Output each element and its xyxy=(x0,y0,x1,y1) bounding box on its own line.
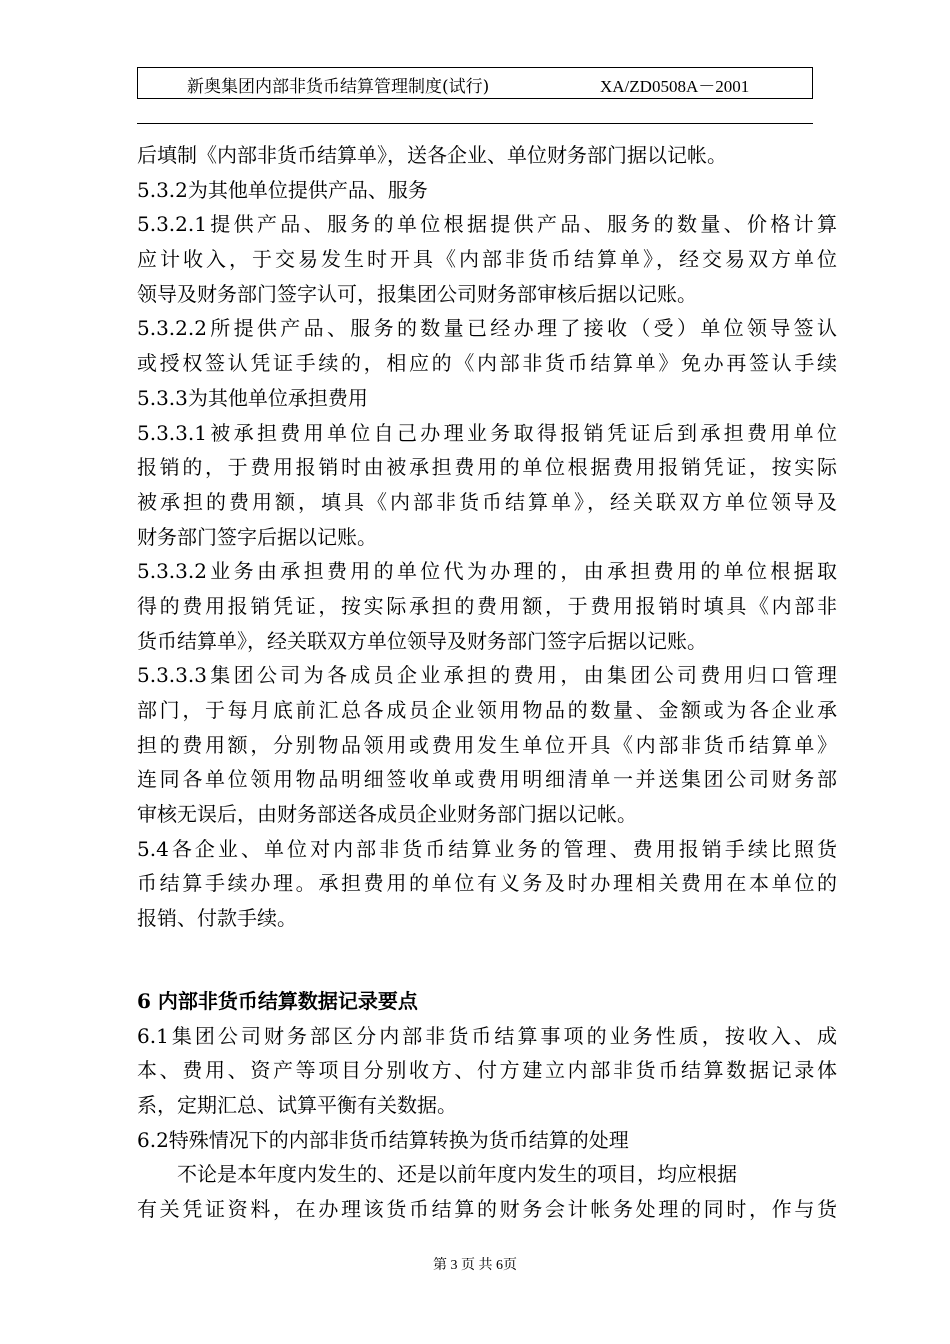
paragraph-line: 5.3.3.2业务由承担费用的单位代为办理的，由承担费用的单位根据取 xyxy=(137,559,837,584)
paragraph-line: 部门，于每月底前汇总各成员企业领用物品的数量、金额或为各企业承 xyxy=(137,698,837,722)
paragraph-line: 或授权签认凭证手续的，相应的《内部非货币结算单》免办再签认手续 xyxy=(137,351,837,376)
paragraph-line: 审核无误后，由财务部送各成员企业财务部门据以记帐。 xyxy=(137,802,637,827)
paragraph-line: 5.3.2.1提供产品、服务的单位根据提供产品、服务的数量、价格计算 xyxy=(137,212,837,237)
paragraph-line: 本、费用、资产等项目分别收方、付方建立内部非货币结算数据记录体 xyxy=(137,1058,837,1083)
section-heading-6: 6 内部非货币结算数据记录要点 xyxy=(137,988,418,1013)
paragraph-line: 得的费用报销凭证，按实际承担的费用额，于费用报销时填具《内部非 xyxy=(137,593,837,618)
paragraph-line: 5.3.2.2所提供产品、服务的数量已经办理了接收（受）单位领导签认 xyxy=(137,316,837,341)
page-number: 第 3 页 共 6页 xyxy=(433,1258,517,1273)
paragraph-line: 财务部门签字后据以记账。 xyxy=(137,524,377,549)
document-code: XA/ZD0508A－2001 xyxy=(600,77,750,96)
paragraph-line: 5.3.3.1被承担费用单位自己办理业务取得报销凭证后到承担费用单位 xyxy=(137,420,837,445)
paragraph-line: 货币结算单》，经关联双方单位领导及财务部门签字后据以记账。 xyxy=(137,628,707,653)
document-body xyxy=(137,138,837,1227)
paragraph-line: 后填制《内部非货币结算单》，送各企业、单位财务部门据以记帐。 xyxy=(137,143,727,167)
paragraph-line: 币结算手续办理。承担费用的单位有义务及时办理相关费用在本单位的 xyxy=(137,871,837,896)
paragraph-line: 领导及财务部门签字认可，报集团公司财务部审核后据以记账。 xyxy=(137,281,697,306)
paragraph-line: 不论是本年度内发生的、还是以前年度内发生的项目，均应根据 xyxy=(177,1162,737,1187)
paragraph-line: 5.3.3.3集团公司为各成员企业承担的费用，由集团公司费用归口管理 xyxy=(137,663,837,688)
section-heading-5-3-3: 5.3.3为其他单位承担费用 xyxy=(137,385,368,410)
paragraph-line: 系，定期汇总、试算平衡有关数据。 xyxy=(137,1092,457,1117)
document-header xyxy=(137,67,813,99)
paragraph-line: 报销的，于费用报销时由被承担费用的单位根据费用报销凭证，按实际 xyxy=(137,455,837,480)
section-spacer xyxy=(137,936,837,984)
paragraph-line: 担的费用额，分别物品领用或费用发生单位开具《内部非货币结算单》 xyxy=(137,732,837,757)
section-heading-6-2: 6.2特殊情况下的内部非货币结算转换为货币结算的处理 xyxy=(137,1127,629,1152)
paragraph-line: 有关凭证资料，在办理该货币结算的财务会计帐务处理的同时，作与货 xyxy=(137,1196,837,1221)
paragraph-line: 报销、付款手续。 xyxy=(137,906,297,931)
paragraph-line: 5.4各企业、单位对内部非货币结算业务的管理、费用报销手续比照货 xyxy=(137,836,837,861)
paragraph-line: 应计收入，于交易发生时开具《内部非货币结算单》，经交易双方单位 xyxy=(137,247,837,272)
paragraph-line: 被承担的费用额，填具《内部非货币结算单》，经关联双方单位领导及 xyxy=(137,489,837,514)
paragraph-line: 连同各单位领用物品明细签收单或费用明细清单一并送集团公司财务部 xyxy=(137,767,837,792)
header-divider xyxy=(137,123,813,124)
paragraph-line: 6.1集团公司财务部区分内部非货币结算事项的业务性质，按收入、成 xyxy=(137,1023,837,1048)
section-heading-5-3-2: 5.3.2为其他单位提供产品、服务 xyxy=(137,177,428,202)
header-title: 新奥集团内部非货币结算管理制度(试行) xyxy=(187,77,490,97)
